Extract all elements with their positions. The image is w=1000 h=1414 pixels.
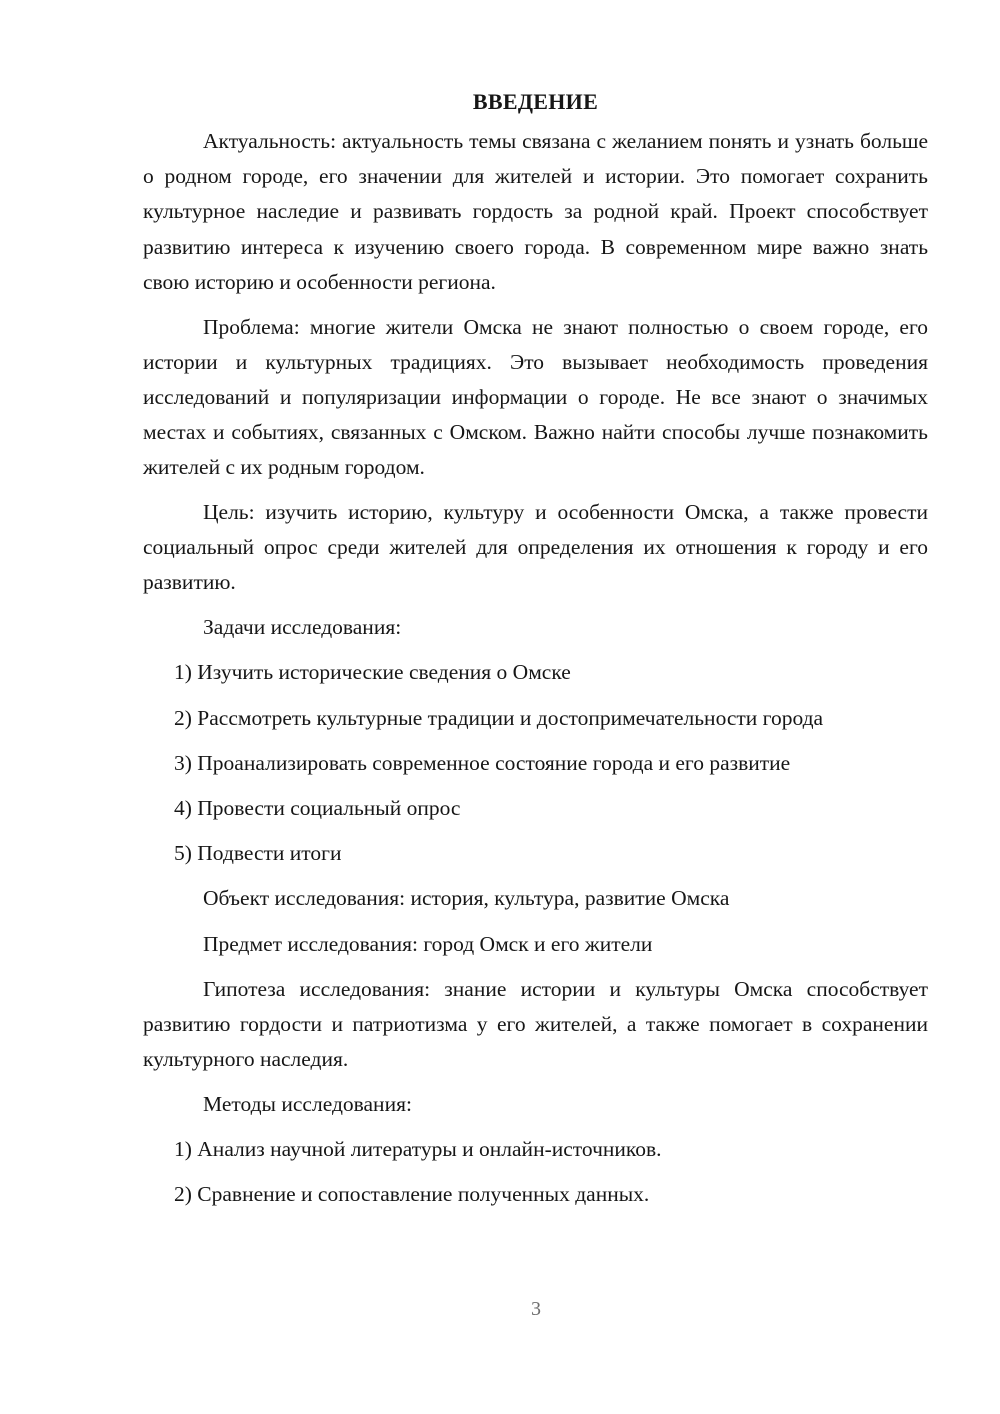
research-subject: Предмет исследования: город Омск и его жители <box>203 931 653 956</box>
methods-heading: Методы исследования: <box>203 1091 412 1116</box>
research-hypothesis: Гипотеза исследования: знание истории и культуры Омска способствует развитию гордости и патриотизма у его жителей, а также помогает в сохранении культурного наследия. <box>143 976 928 1072</box>
document-page <box>143 90 928 1222</box>
list-item: 2) Сравнение и сопоставление полученных данных. <box>174 1182 650 1207</box>
list-item: 5) Подвести итоги <box>174 841 342 866</box>
list-item: 1) Изучить исторические сведения о Омске <box>174 660 571 685</box>
list-item: 1) Анализ научной литературы и онлайн-источников. <box>174 1137 662 1162</box>
page-number: 3 <box>531 1298 541 1320</box>
methods-list <box>143 1132 928 1212</box>
section-title: ВВЕДЕНИЕ <box>472 89 599 114</box>
tasks-list <box>143 655 928 871</box>
list-item: 2) Рассмотреть культурные традиции и достопримечательности города <box>174 705 824 730</box>
paragraph-goal: Цель: изучить историю, культуру и особенности Омска, а также провести социальный опрос среди жителей для определения их отношения к городу и его развитию. <box>143 500 928 595</box>
research-object: Объект исследования: история, культура, развитие Омска <box>203 886 730 911</box>
list-item: 3) Проанализировать современное состояние города и его развитие <box>174 750 791 775</box>
paragraph-relevance: Актуальность: актуальность темы связана с желанием понять и узнать больше о родном городе, его значении для жителей и истории. Это помогает сохранить культурное наследие и развивать гордость за родной край. Проект способствует развитию интереса к изучению своего города. В современном мире важно знать свою историю и особенности региона. <box>143 129 928 294</box>
list-item: 4) Провести социальный опрос <box>174 795 461 820</box>
paragraph-problem: Проблема: многие жители Омска не знают полностью о своем городе, его истории и культурных традициях. Это вызывает необходимость проведения исследований и популяризации информации о городе. Не все знают о значимых местах и событиях, связанных с Омском. Важно найти способы лучше познакомить жителей с их родным городом. <box>143 314 928 480</box>
tasks-heading: Задачи исследования: <box>203 615 402 640</box>
